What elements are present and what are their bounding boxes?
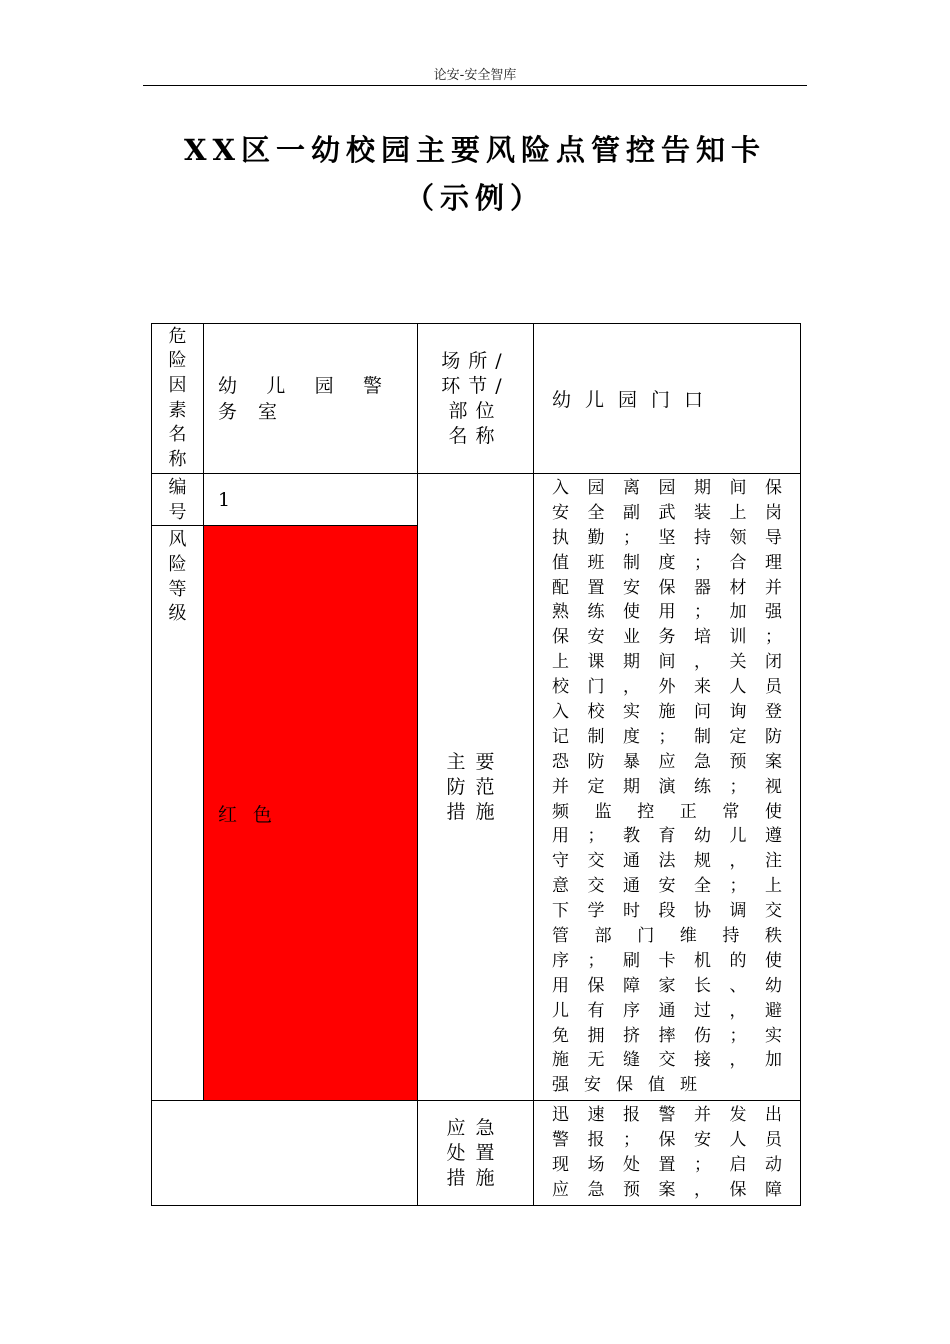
- emergency-measures: [534, 1101, 801, 1206]
- measure-line: 值 班 制 度 ； 合 理: [552, 552, 782, 573]
- measure-line: 熟 练 使 用 ； 加 强: [552, 602, 782, 623]
- code-value: 1: [204, 474, 418, 526]
- emergency-label: 应急处置措施: [418, 1101, 534, 1206]
- measure-line: 下 学 时 段 协 调 交: [552, 901, 782, 922]
- measure-line: 校 门 ， 外 来 人 员: [552, 677, 782, 698]
- measure-line: 上 课 期 间 ， 关 闭: [552, 652, 782, 673]
- measure-line: 用 ； 教 育 幼 儿 遵: [552, 826, 782, 847]
- measure-line: 记 制 度 ； 制 定 防: [552, 726, 782, 747]
- measure-line: 安 全 副 武 装 上 岗: [552, 502, 782, 523]
- measure-line: 强 安 保 值 班: [552, 1075, 697, 1096]
- measure-line: 儿 有 序 通 过 ， 避: [552, 1000, 782, 1021]
- place-value: 幼儿园门口: [534, 324, 801, 474]
- measure-line: 施 无 缝 交 接 ， 加: [552, 1050, 782, 1071]
- measure-line: 恐 防 暴 应 急 预 案: [552, 751, 782, 772]
- emergency-lines: [552, 1103, 782, 1203]
- risk-card-table: [151, 323, 801, 1206]
- measure-line: 用 保 障 家 长 、 幼: [552, 975, 782, 996]
- measure-line: 免 拥 挤 摔 伤 ； 实: [552, 1025, 782, 1046]
- level-label: 风险等级: [152, 526, 204, 1101]
- measure-line: 保 安 业 务 培 训 ；: [552, 627, 782, 648]
- measure-line: 执 勤 ； 坚 持 领 导: [552, 527, 782, 548]
- measure-line: 守 交 通 法 规 ， 注: [552, 851, 782, 872]
- measure-line: 配 置 安 保 器 材 并: [552, 577, 782, 598]
- measure-line: 应 急 预 案 ， 保 障: [552, 1179, 782, 1200]
- measure-line: 现 场 处 置 ； 启 动: [552, 1155, 782, 1176]
- measure-line: 序 ； 刷 卡 机 的 使: [552, 950, 782, 971]
- page-title: XX区一幼校园主要风险点管控告知卡（示例）: [183, 133, 766, 215]
- measure-line: 并 定 期 演 练 ； 视: [552, 776, 782, 797]
- risk-name-label: 危险因素名称: [152, 324, 204, 474]
- measure-line: 管 部 门 维 持 秩: [552, 926, 782, 947]
- emergency-empty-cell: [152, 1101, 418, 1206]
- page-header: 论安-安全智库: [433, 68, 517, 83]
- risk-name-value: [204, 324, 418, 474]
- measure-line: 频 监 控 正 常 使: [552, 801, 782, 822]
- risk-name-text: 幼儿园警务室: [218, 374, 403, 423]
- prevention-label: 主要防范措施: [418, 474, 534, 1101]
- prevention-lines: [552, 476, 782, 1098]
- measure-line: 入 校 实 施 问 询 登: [552, 702, 782, 723]
- risk-level-value: 红色: [204, 526, 418, 1101]
- measure-line: 意 交 通 安 全 ； 上: [552, 876, 782, 897]
- code-label: 编号: [152, 474, 204, 526]
- prevention-measures: [534, 474, 801, 1101]
- measure-line: 迅 速 报 警 并 发 出: [552, 1105, 782, 1126]
- header-divider: [143, 85, 807, 86]
- place-label: 场所/环节/部位名称: [418, 324, 534, 474]
- measure-line: 警 报 ； 保 安 人 员: [552, 1130, 782, 1151]
- measure-line: 入 园 离 园 期 间 保: [552, 478, 782, 498]
